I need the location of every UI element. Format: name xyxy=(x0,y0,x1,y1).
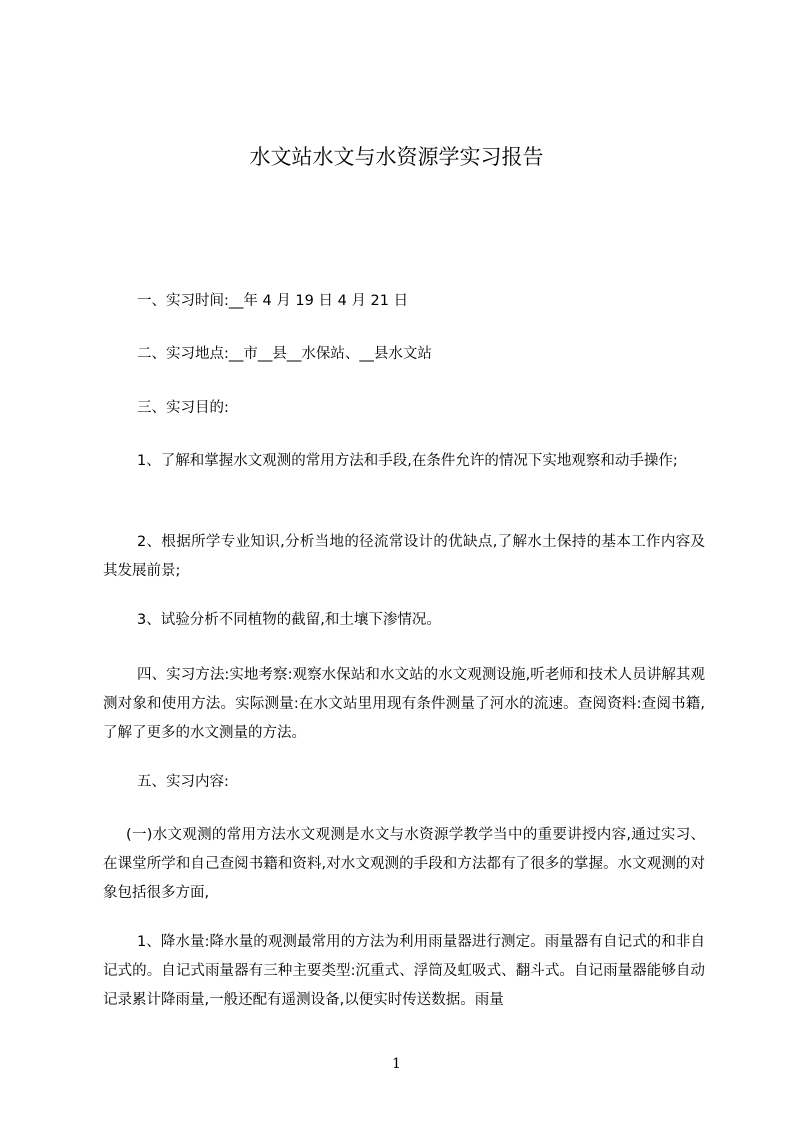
paragraph-precipitation: 1、降水量:降水量的观测最常用的方法为利用雨量器进行测定。雨量器有自记式的和非自记式的。自记式雨量器有三种主要类型:沉重式、浮筒及虹吸式、翻斗式。自记雨量器能够自动记录累计降雨量,一般还配有遥测设备,以便实时传送数据。雨量 xyxy=(103,934,705,1008)
paragraph-hydrological-observation: (一)水文观测的常用方法水文观测是水文与水资源学教学当中的重要讲授内容,通过实习、在课堂所学和自己查阅书籍和资料,对水文观测的手段和方法都有了很多的掌握。水文观测的对象包括很多方面, xyxy=(103,827,705,901)
paragraph-internship-time: 一、实习时间:__年 4 月 19 日 4 月 21 日 xyxy=(137,293,409,309)
paragraph-internship-purpose-heading: 三、实习目的: xyxy=(137,400,229,416)
paragraph-purpose-3: 3、试验分析不同植物的截留,和土壤下渗情况。 xyxy=(137,612,441,628)
document-title: 水文站水文与水资源学实习报告 xyxy=(249,145,544,169)
paragraph-internship-method: 四、实习方法:实地考察:观察水保站和水文站的水文观测设施,听老师和技术人员讲解其观测对象和使用方法。实际测量:在水文站里用现有条件测量了河水的流速。查阅资料:查阅书籍,了解了更多的水文测量的方法。 xyxy=(103,667,705,741)
page-number: 1 xyxy=(392,1056,401,1072)
paragraph-internship-location: 二、实习地点:__市__县__水保站、__县水文站 xyxy=(137,346,432,362)
paragraph-purpose-1: 1、了解和掌握水文观测的常用方法和手段,在条件允许的情况下实地观察和动手操作; xyxy=(137,453,678,469)
paragraph-purpose-2: 2、根据所学专业知识,分析当地的径流常设计的优缺点,了解水土保持的基本工作内容及其发展前景; xyxy=(103,534,705,579)
paragraph-internship-content-heading: 五、实习内容: xyxy=(137,774,229,790)
